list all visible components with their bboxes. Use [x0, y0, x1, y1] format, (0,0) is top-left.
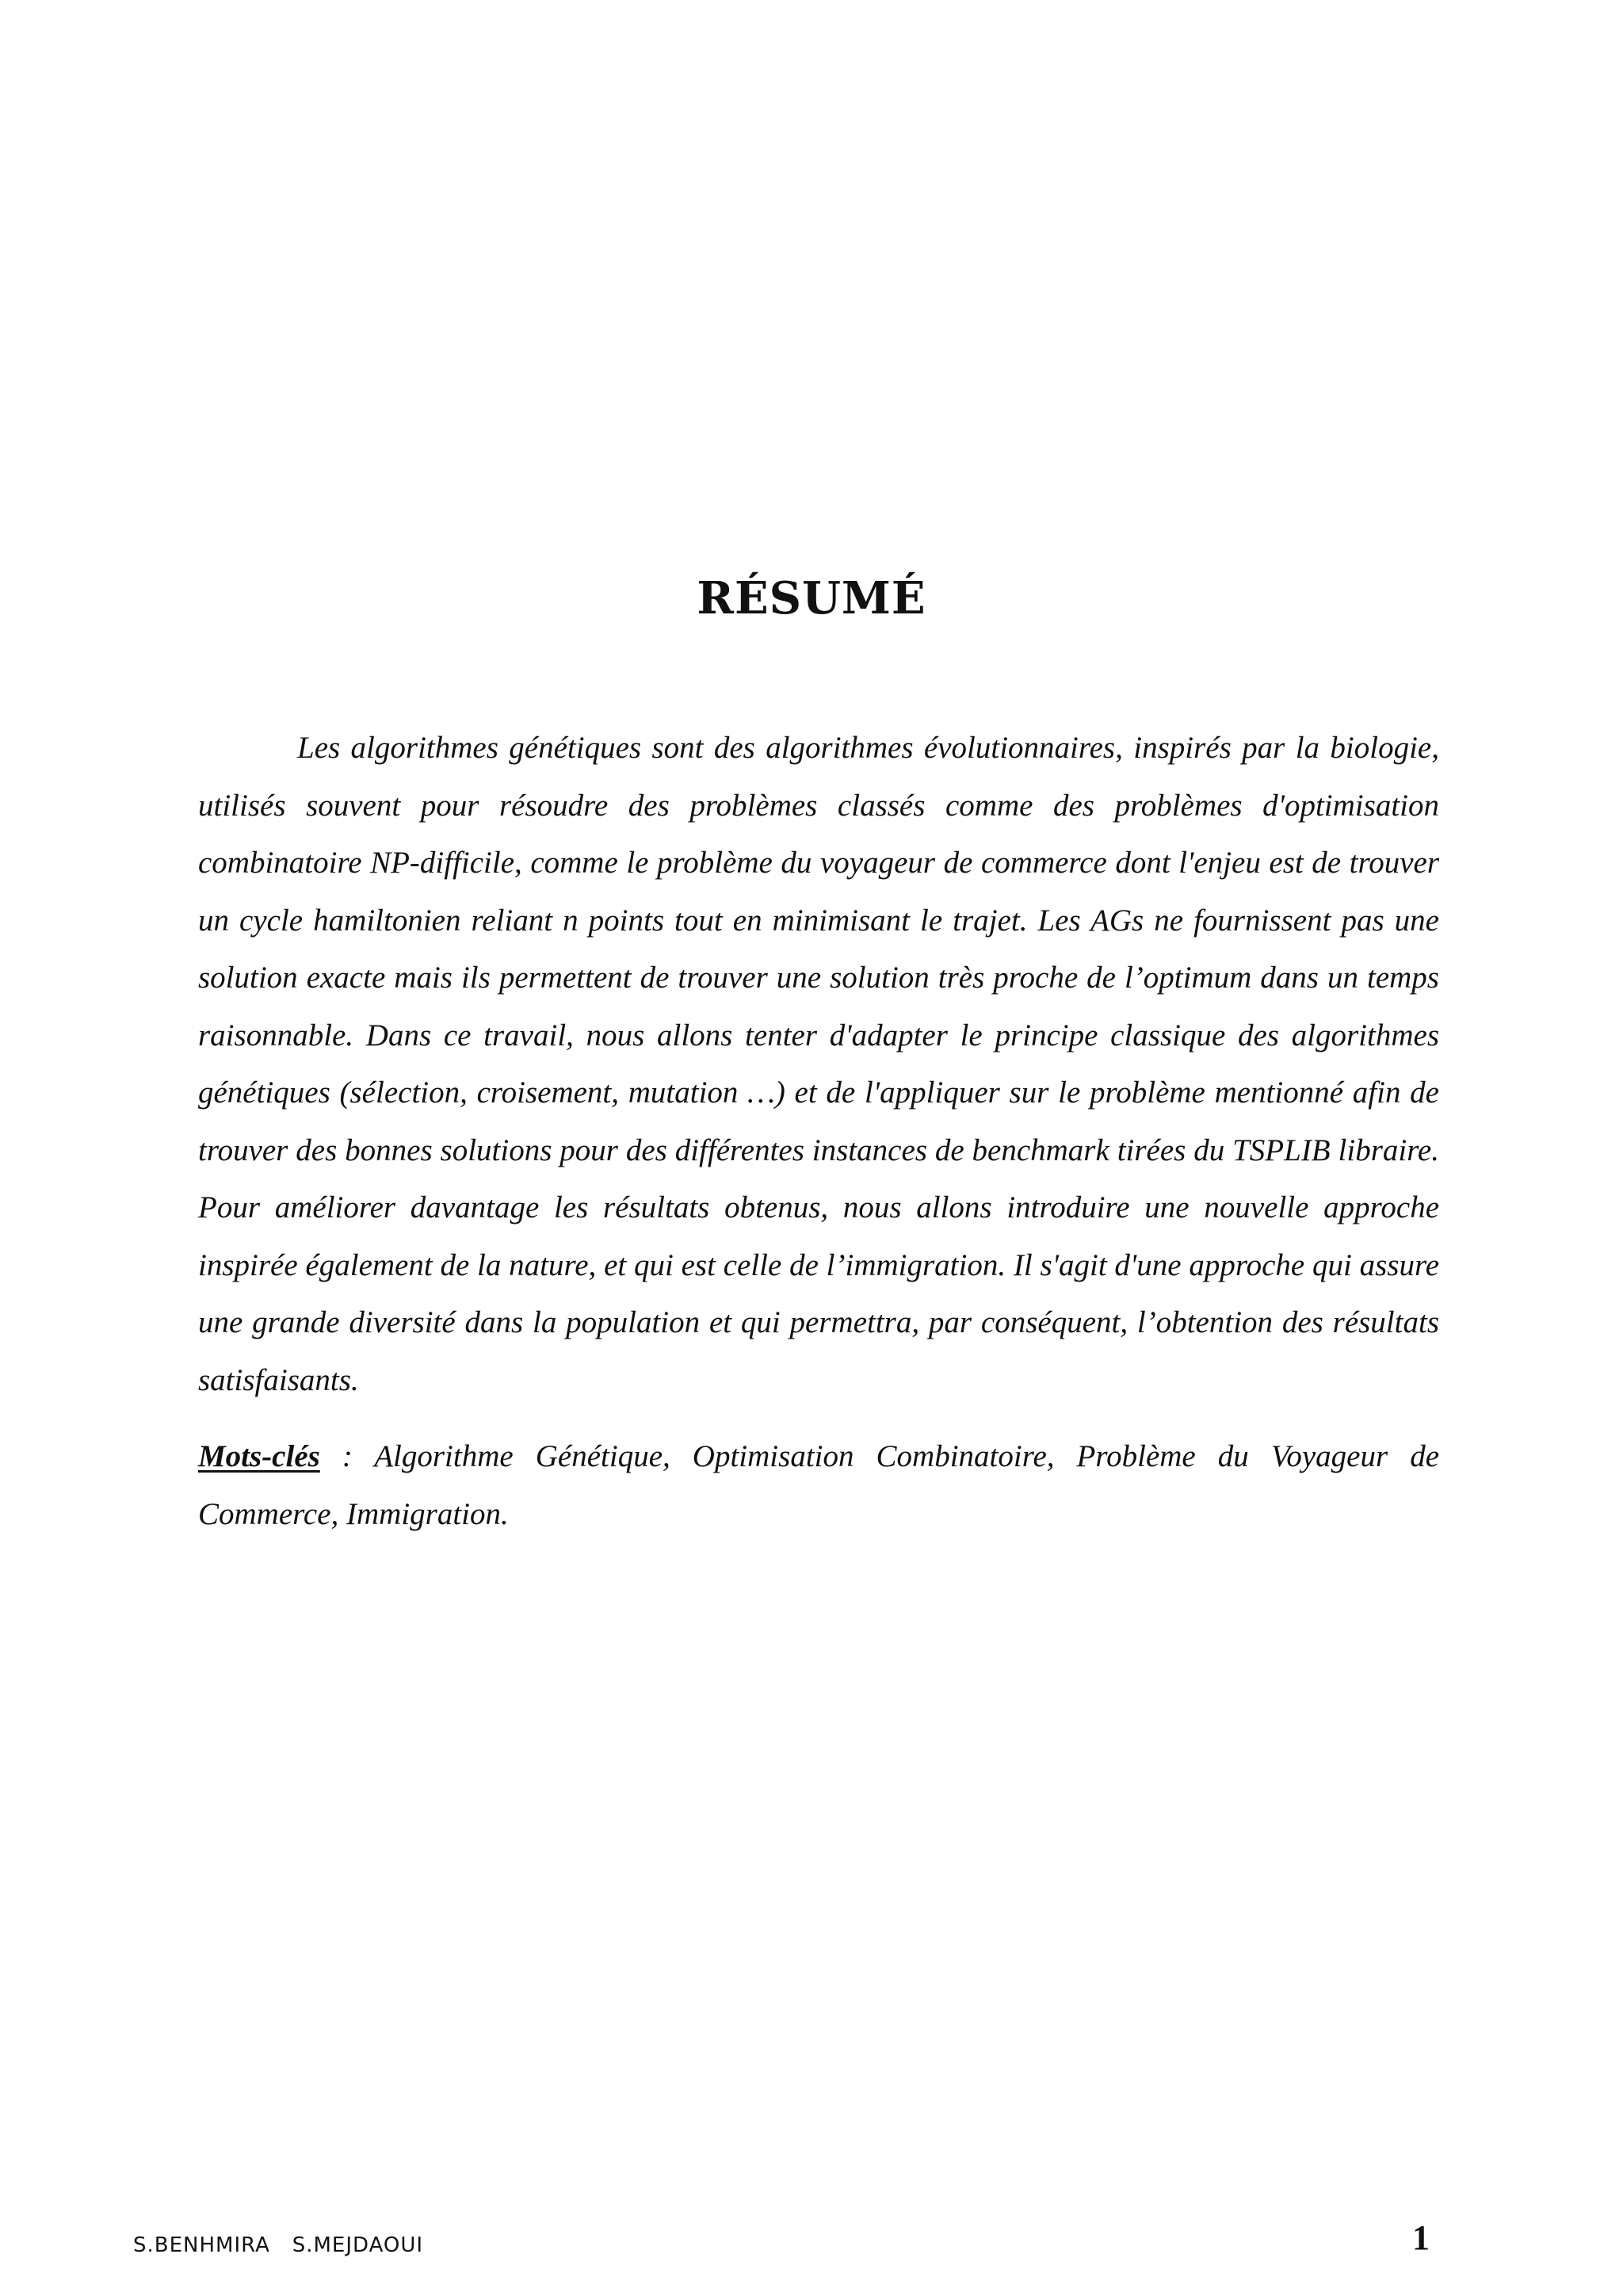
keywords-paragraph	[198, 1428, 1439, 1543]
abstract-paragraph: Les algorithmes génétiques sont des algorithmes évolutionnaires, inspirés par la biologie, utilisés souvent pour résoudre des problèmes classés comme des problèmes d'optimisation combinatoire NP-difficile, comme le problème du voyageur de commerce dont l'enjeu est de trouver un cycle hamiltonien reliant n points tout en minimisant le trajet. Les AGs ne fournissent pas une solution exacte mais ils permettent de trouver une solution très proche de l’optimum dans un temps raisonnable. Dans ce travail, nous allons tenter d'adapter le principe classique des algorithmes génétiques (sélection, croisement, mutation …) et de l'appliquer sur le problème mentionné afin de trouver des bonnes solutions pour des différentes instances de benchmark tirées du TSPLIB libraire. Pour améliorer davantage les résultats obtenus, nous allons introduire une nouvelle approche inspirée également de la nature, et qui est celle de l’immigration. Il s'agit d'une approche qui assure une grande diversité dans la population et qui permettra, par conséquent, l’obtention des résultats satisfaisants.	[198, 731, 1439, 1397]
keywords-list: : Algorithme Génétique, Optimisation Combinatoire, Problème du Voyageur de Commerce, Immigration.	[198, 1439, 1439, 1531]
page-number: 1	[1412, 2218, 1430, 2257]
page-title: RÉSUMÉ	[697, 572, 926, 625]
footer-authors: S.BENHMIRA S.MEJDAOUI	[133, 2233, 424, 2257]
keywords-label: Mots-clés	[198, 1439, 320, 1473]
